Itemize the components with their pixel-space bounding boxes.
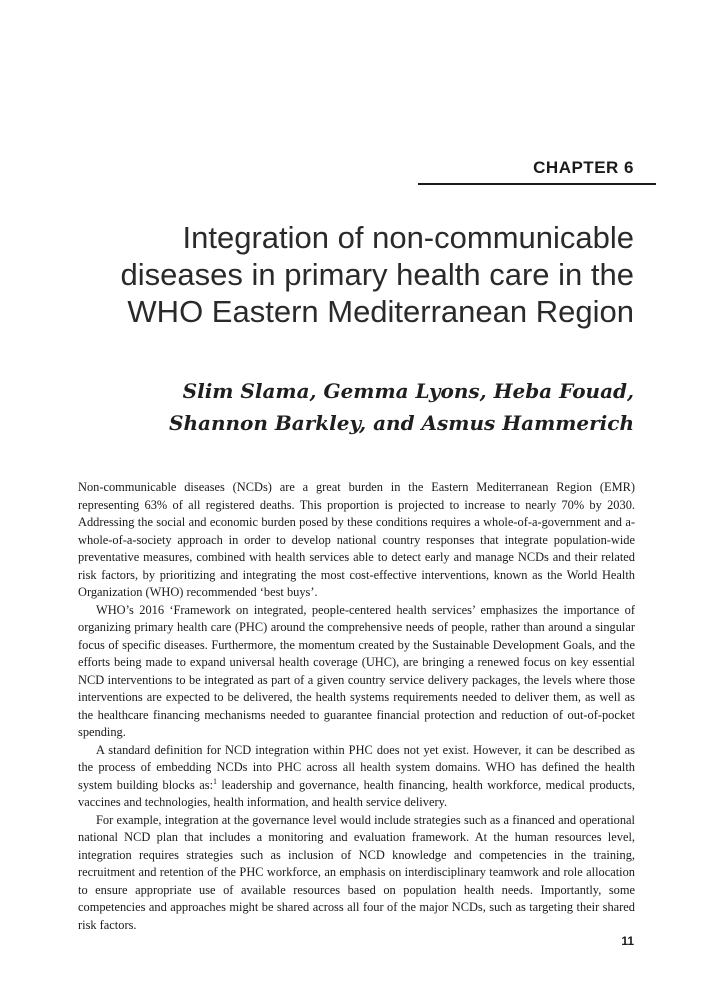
paragraph-text: A standard definition for NCD integration within PHC does not yet exist. However, it can be described as the process of embedding NCDs into PHC across all health system domains. WHO has defined the health system building blocks as: [78, 742, 635, 792]
footnote-reference[interactable]: 1 [213, 776, 218, 786]
chapter-title [94, 219, 634, 330]
chapter-label: CHAPTER 6 [533, 158, 634, 177]
paragraph: Non-communicable diseases (NCDs) are a great burden in the Eastern Mediterranean Region (EMR) representing 63% of all registered deaths. This proportion is projected to increase to nearly 70% by 2030. Addressing the social and economic burden posed by these conditions requires a whole-of-a-government and a-whole-of-a-society approach in order to develop national country responses that integrate population-wide preventative measures, combined with health services able to detect early and manage NCDs and their related risk factors, by prioritizing and integrating the most cost-effective interventions, known as the World Health Organization (WHO) recommended ‘best buys’. [78, 480, 635, 599]
paragraph [78, 742, 635, 812]
paragraph-text: leadership and governance, health financing, health workforce, medical products, vaccines and technologies, health information, and health service delivery. [78, 777, 635, 809]
body-text [78, 479, 635, 934]
chapter-rule [418, 183, 656, 185]
chapter-title-line: WHO Eastern Mediterranean Region [127, 294, 634, 329]
page-number: 11 [621, 934, 634, 948]
authors-line: Shannon Barkley, and Asmus Hammerich [169, 411, 634, 435]
paragraph: WHO’s 2016 ‘Framework on integrated, people-centered health services’ emphasizes the importance of organizing primary health care (PHC) around the comprehensive needs of people, rather than around a singular focus of specific diseases. Furthermore, the momentum created by the Sustainable Development Goals, and the efforts being made to expand universal health coverage (UHC), are bringing a renewed focus on key essential NCD interventions to be integrated as part of a given country service delivery packages, the levels where those interventions are expected to be delivered, the health systems requirements needed to deliver them, as well as the healthcare financing mechanisms needed to guarantee financial protection and reduction of out-of-pocket spending. [78, 602, 635, 739]
authors-line: Slim Slama, Gemma Lyons, Heba Fouad, [182, 379, 634, 403]
authors [94, 375, 634, 439]
paragraph: For example, integration at the governance level would include strategies such as a financed and operational national NCD plan that includes a monitoring and evaluation framework. At the human resources level, integration requires strategies such as inclusion of NCD knowledge and competencies in the training, recruitment and retention of the PHC workforce, an emphasis on interdisciplinary teamwork and role allocation to ensure appropriate use of available resources based on population health needs. Importantly, some competencies and approaches might be shared across all four of the major NCDs, such as targeting their shared risk factors. [78, 812, 635, 932]
chapter-title-line: Integration of non-communicable [182, 220, 634, 255]
chapter-title-line: diseases in primary health care in the [120, 257, 634, 292]
